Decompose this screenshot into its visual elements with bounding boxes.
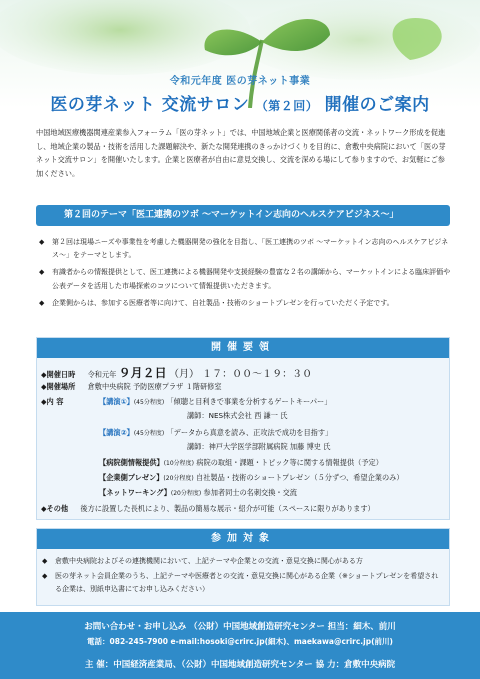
- contact-footer: [0, 612, 480, 679]
- target-list: [37, 549, 449, 596]
- phone-email-line: 電話：082-245-7900 e-mail:hosoki@crirc.jp(細木)、maekawa@crirc.jp(前川): [87, 637, 393, 646]
- outline-heading: 開催要領: [37, 338, 449, 358]
- target-heading: 参加対象: [37, 529, 449, 549]
- event-date: ９月２日: [118, 366, 167, 380]
- date-row: ◆開催日時 令和元年 ９月２日 （月） １７：００～１９：３０: [41, 366, 313, 380]
- diamond-icon: ◆: [39, 298, 45, 307]
- theme-bullet-list: [36, 236, 452, 314]
- list-item: ◆ 有識者からの情報提供として、医工連携による機器開発や支援経験の豊富な２名の講師から、マーケットインによる臨床評価や公表データを活用した市場探索のコツについて情報提供いただきます。: [39, 268, 451, 290]
- diamond-icon: ◆: [42, 557, 48, 565]
- title-tail: 開催のご案内: [324, 95, 430, 115]
- list-item: ◆ 倉敷中央病院およびその連携機関において、上記テーマや企業との交流・意見交換に関心がある方: [39, 555, 443, 568]
- outline-details: [37, 358, 449, 521]
- contact-line: お問い合わせ・お申し込み （公財）中国地域創造研究センター 担当：細木、前川: [84, 622, 396, 632]
- diamond-icon: ◆: [39, 268, 45, 277]
- list-item: ◆ 企業側からは、参加する医療者等に向けて、自社製品・技術のショートプレゼンを行っていただく予定です。: [36, 297, 452, 310]
- target-section: [36, 528, 450, 606]
- diamond-icon: ◆: [39, 238, 45, 246]
- diamond-icon: ◆: [42, 572, 48, 580]
- theme-bar: 第２回のテーマ「医工連携のツボ ～マーケットイン志向のヘルスケアビジネス～」: [36, 205, 450, 226]
- outline-section: [36, 337, 450, 520]
- era-line: 令和元年度 医の芽ネット事業: [169, 76, 311, 87]
- lecture2-speaker: 講師：神戸大学医学部附属病院 加藤 博史 氏: [187, 442, 331, 451]
- lecture1-row: 【講演①】(45分程度) 「傾聴と目利きで事業を分析するゲートキーパー」: [99, 397, 332, 406]
- lecture2-row: 【講演②】(45分程度) 「データから真意を読み、正攻法で成功を目指す」: [99, 428, 333, 437]
- page-title: [0, 90, 480, 115]
- list-item: ◆ 医の芽ネット会員企業のうち、上記テーマや医療者との交流・意見交換に関心がある企業（※ショートプレゼンを希望される企業は、別紙申込書にてお申し込みください）: [42, 572, 439, 593]
- other-row: ◆その他 後方に設置した長机により、製品の簡易な展示・紹介が可能（スペースに限りがあります）: [41, 504, 375, 513]
- networking-row: 【ネットワーキング】(20分程度) 参加者同士の名刺交換・交流: [99, 488, 297, 497]
- lecture1-speaker: 講師：NES株式会社 西 謙一 氏: [187, 411, 288, 420]
- organizers-line: 主 催：中国経済産業局、（公財）中国地域創造研究センター 協 力：倉敷中央病院: [84, 660, 396, 670]
- event-time: （月） １７：００～１９：３０: [168, 369, 313, 380]
- company-presentation-row: 【企業側プレゼン】(20分程度) 自社製品・技術のショートプレゼン（５分ずつ、希望企業のみ）: [99, 473, 404, 482]
- title-session: （第２回）: [255, 99, 319, 113]
- title-main: 医の芽ネット 交流サロン: [50, 95, 250, 115]
- venue-row: ◆開催場所 倉敷中央病院 予防医療プラザ １階研修室: [41, 382, 222, 391]
- intro-paragraph: 中国地域医療機器関連産業参入フォーラム「医の芽ネット」では、中国地域企業と医療関係者の交流・ネットワーク形成を促進し、地域企業の製品・技術を活用した課題解決や、新たな開発連携のきっかけづくりを目的に、倉敷中央病院において「医の芽ネット交流サロン」を開催いたします。企業と医療者が自由に意見交換し、交流を深める場にして参りますので、お気軽にご参加ください。: [36, 128, 446, 178]
- list-item: ◆ 第２回は現場ニーズや事業性を考慮した機器開発の強化を目指し、「医工連携のツボ ～マーケットイン志向のヘルスケアビジネス～」をテーマとします。: [39, 238, 449, 260]
- content-label: ◆内 容: [41, 397, 64, 406]
- hospital-info-row: 【病院側情報提供】(10分程度) 病院の取組・課題・トピック等に関する情報提供（予定）: [99, 458, 383, 467]
